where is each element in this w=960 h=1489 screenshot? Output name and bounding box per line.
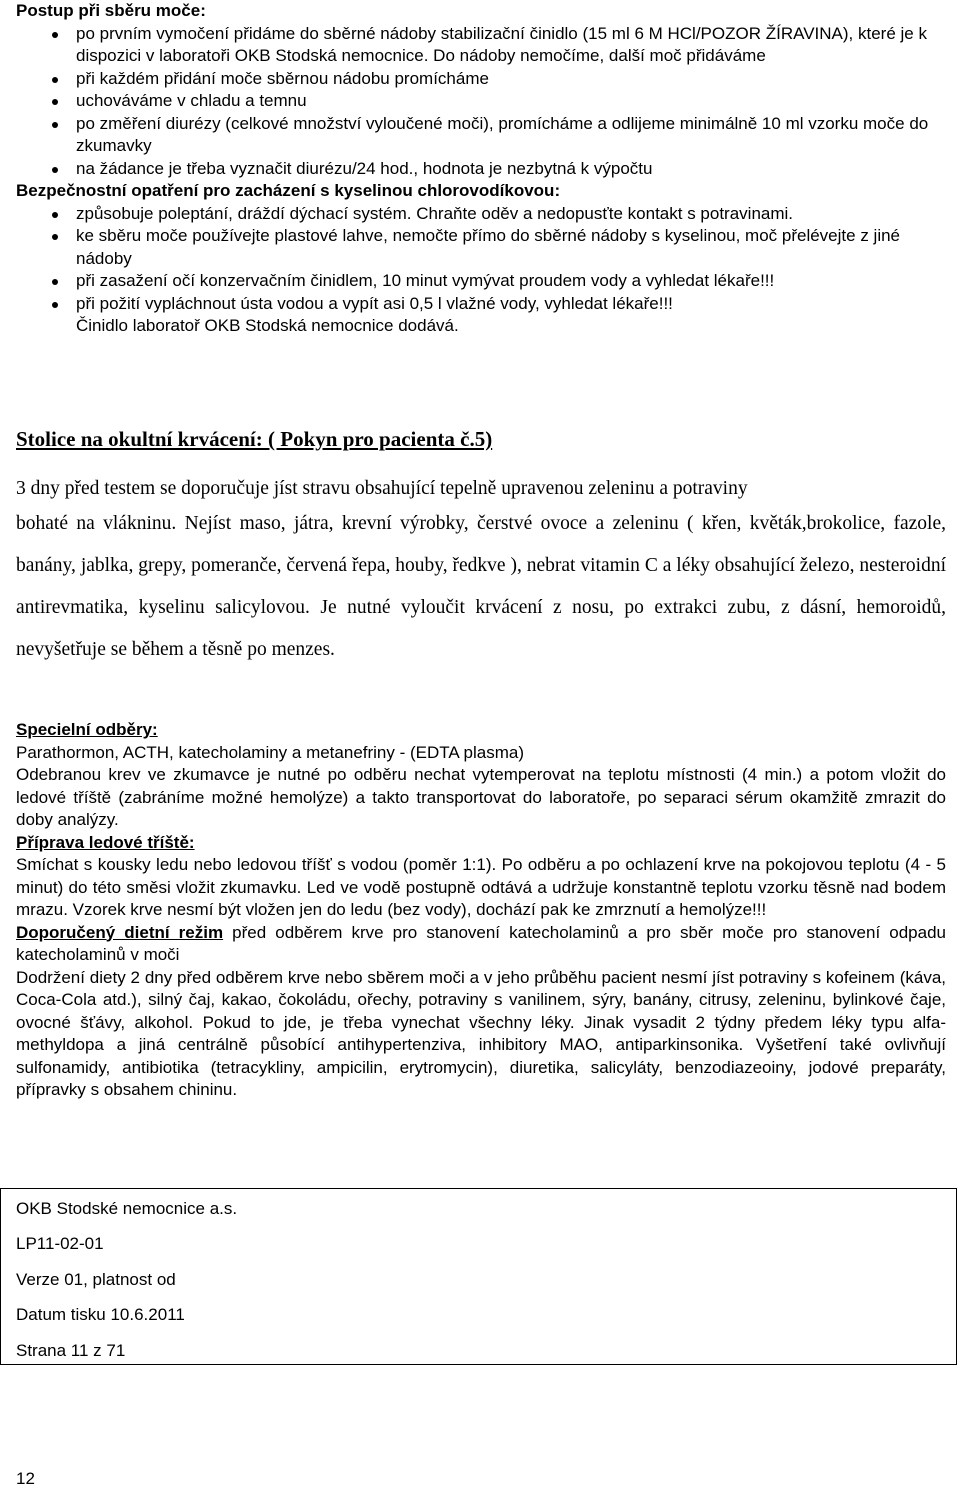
special-section	[16, 719, 946, 1102]
footer-print-date: Datum tisku 10.6.2011	[16, 1305, 185, 1324]
safety-list	[16, 203, 946, 316]
safety-heading: Bezpečnostní opatření pro zacházení s kyselinou chlorovodíkovou:	[16, 181, 561, 200]
list-item: uchováváme v chladu a temnu	[16, 90, 946, 113]
bullet-icon	[52, 99, 58, 105]
bullet-icon	[52, 122, 58, 128]
diet-heading: Doporučený dietní režim	[16, 922, 224, 942]
urine-section	[16, 0, 946, 338]
list-item: ke sběru moče používejte plastové lahve, nemočte přímo do sběrné nádoby s kyselinou, moč přelévejte z jiné nádoby	[16, 225, 946, 270]
stool-section	[16, 425, 946, 671]
bullet-icon	[52, 279, 58, 285]
special-heading: Specielní odběry:	[16, 720, 158, 739]
list-item: při požití vypláchnout ústa vodou a vypít asi 0,5 l vlažné vody, vyhledat lékaře!!!	[16, 293, 946, 316]
footer-box	[0, 1188, 957, 1365]
stool-body	[16, 475, 946, 671]
list-item: na žádance je třeba vyznačit diurézu/24 hod., hodnota je nezbytná k výpočtu	[16, 158, 946, 181]
footer-code: LP11-02-01	[16, 1234, 104, 1253]
urine-steps-list	[16, 23, 946, 181]
special-para3: Dodržení diety 2 dny před odběrem krve nebo sběrem moči a v jeho průběhu pacient nesmí jíst potraviny s kofeinem (káva, Coca-Cola atd.), silný čaj, kakao, čokoládu, ořechy, potraviny s vanilinem, sýry, banány, citrusy, zeleninu, bylinkové čaje, ovocné šťávy, alkohol. Pokud to jde, je třeba vynechat všechny léky. Jinak vysadit 2 týdny předem léky typu alfa-methyldopa a jiná centrálně působící antihypertenziva, inhibitory MAO, antiparkinsonika. Vyšetření také ovlivňují sulfonamidy, antibiotika (tetracykliny, ampicilin, erytromycin), diuretika, salicyláty, benzodiazeoiny, jodové preparáty, přípravky s obsahem chininu.	[16, 967, 946, 1099]
page-number: 12	[16, 1469, 35, 1488]
list-item: po prvním vymočení přidáme do sběrné nádoby stabilizační činidlo (15 ml 6 M HCl/POZOR ŽÍRAVINA), které je k dispozici v laboratoři OKB Stodská nemocnice. Do nádoby nemočíme, další moč přidáváme	[16, 23, 946, 68]
footer-page: Strana 11 z 71	[16, 1341, 126, 1360]
special-para1: Odebranou krev ve zkumavce je nutné po odběru nechat vytemperovat na teplotu místnosti (4 min.) a potom vložit do ledové tříště (zabráníme možné hemolýze) a takto transportovat do laboratoře, po separaci sérum okamžitě zmrazit do doby analýzy.	[16, 765, 946, 829]
list-item: způsobuje poleptání, dráždí dýchací systém. Chraňte oděv a nedopusťte kontakt s potravinami.	[16, 203, 946, 226]
bullet-icon	[52, 32, 58, 38]
special-line1: Parathormon, ACTH, katecholaminy a metanefriny - (EDTA plasma)	[16, 742, 524, 762]
bullet-icon	[52, 234, 58, 240]
bullet-icon	[52, 167, 58, 173]
list-item: při každém přidání moče sběrnou nádobu promícháme	[16, 68, 946, 91]
list-item: při zasažení očí konzervačním činidlem, 10 minut vymývat proudem vody a vyhledat lékaře!!!	[16, 270, 946, 293]
list-item: po změření diurézy (celkové množství vyloučené moči), promícháme a odlijeme minimálně 10 ml vzorku moče do zkumavky	[16, 113, 946, 158]
footer-org: OKB Stodské nemocnice a.s.	[16, 1199, 238, 1218]
diet-paragraph	[16, 922, 946, 967]
special-para2: Smíchat s kousky ledu nebo ledovou tříšť s vodou (poměr 1:1). Po odběru a po ochlazení krve na pokojovou teplotu (4 - 5 minut) do této směsi vložit zkumavku. Led ve vodě postupně odtává a udržuje konstantně teplotu vzorku těsně nad bodem mrazu. Vzorek krve nesmí být vložen jen do ledu (bez vody), dochází pak ke zmrznutí a hemolýze!!!	[16, 855, 946, 919]
diet-intro: před odběrem krve pro stanovení katecholaminů a pro sběr moče pro stanovení odpadu katecholaminů v moči	[16, 922, 946, 964]
urine-heading: Postup při sběru moče:	[16, 1, 206, 20]
bullet-icon	[52, 77, 58, 83]
bullet-icon	[52, 212, 58, 218]
footer-version: Verze 01, platnost od	[16, 1270, 176, 1289]
ice-heading: Příprava ledové tříště:	[16, 832, 195, 852]
stool-body-first-line: 3 dny před testem se doporučuje jíst stravu obsahující tepelně upravenou zeleninu a potraviny	[16, 478, 748, 499]
stool-title: Stolice na okultní krvácení: ( Pokyn pro pacienta č.5)	[16, 427, 493, 451]
supply-note: Činidlo laboratoř OKB Stodská nemocnice dodává.	[76, 316, 459, 335]
bullet-icon	[52, 302, 58, 308]
stool-body-rest: bohaté na vlákninu. Nejíst maso, játra, krevní výrobky, čerstvé ovoce a zeleninu ( křen, květák,brokolice, fazole, banány, jablka, grepy, pomeranče, červená řepa, houby, ředkve ), nebrat vitamin C a léky obsahující železo, nesteroidní antirevmatika, kyselinu salicylovou. Je nutné vyloučit krvácení z nosu, po extrakci zubu, z dásní, hemoroidů, nevyšetřuje se během a těsně po menzes.	[16, 513, 946, 660]
